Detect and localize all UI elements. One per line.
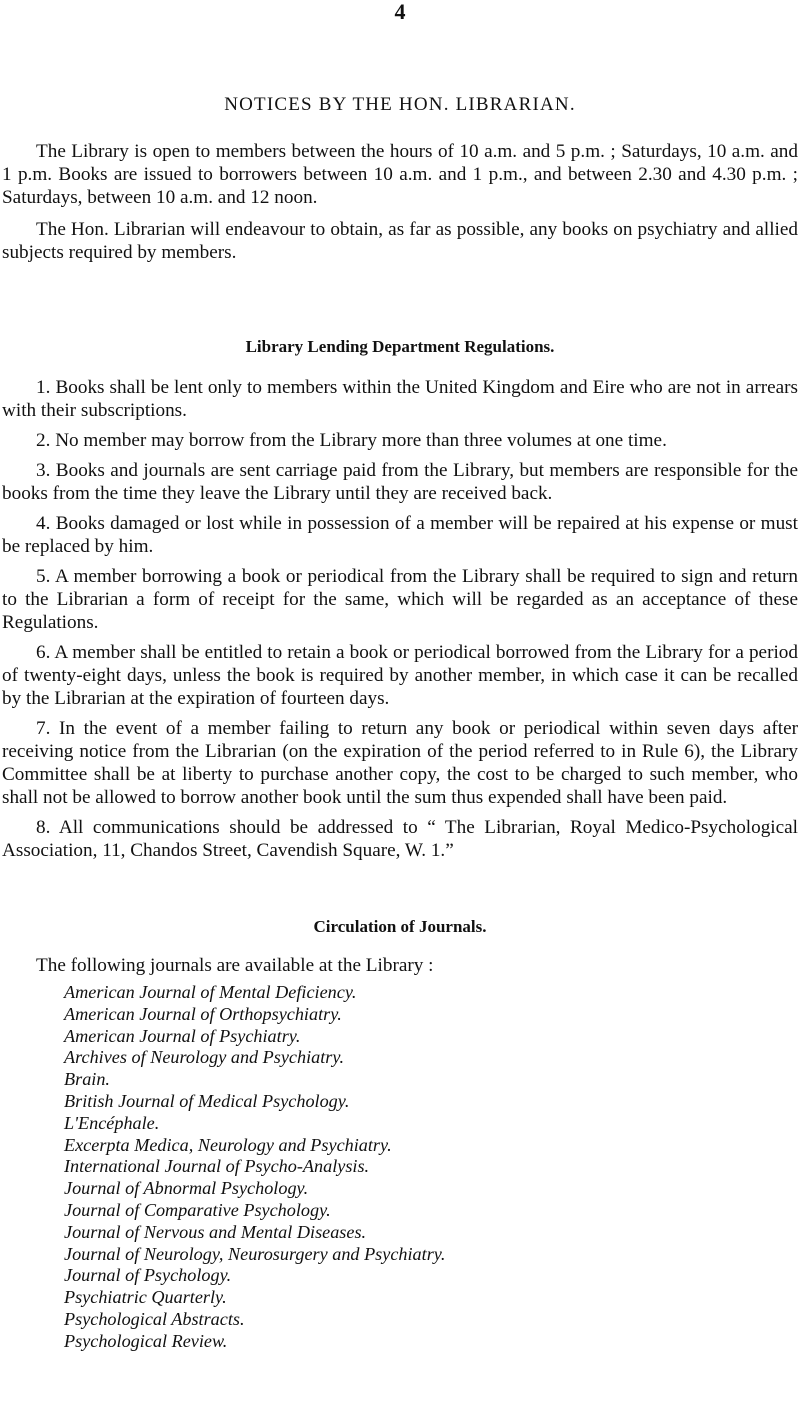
rule-3: 3. Books and journals are sent carriage paid from the Library, but members are responsible for the books from the time they leave the Library until they are received back. [2,460,798,504]
journal-item: Archives of Neurology and Psychiatry. [64,1047,344,1068]
page-number: 4 [394,0,406,24]
page-title: NOTICES BY THE HON. LIBRARIAN. [224,94,576,115]
rule-1: 1. Books shall be lent only to members within the United Kingdom and Eire who are not in arrears with their subscriptions. [2,377,798,421]
journal-list [2,982,798,1353]
intro-section [2,140,798,264]
journal-item: Journal of Neurology, Neurosurgery and Psychiatry. [64,1243,446,1264]
journal-item: Psychological Abstracts. [64,1308,245,1329]
book-requests-paragraph: The Hon. Librarian will endeavour to obtain, as far as possible, any books on psychiatry and allied subjects required by members. [2,219,798,263]
rule-2: 2. No member may borrow from the Library more than three volumes at one time. [36,430,667,451]
journal-item: American Journal of Orthopsychiatry. [64,1003,342,1024]
journal-item: American Journal of Psychiatry. [64,1025,301,1046]
journal-item: American Journal of Mental Deficiency. [64,982,357,1002]
journal-item: Journal of Comparative Psychology. [64,1199,331,1220]
journal-item: Brain. [64,1069,110,1090]
journal-item: Journal of Abnormal Psychology. [64,1178,309,1199]
journal-item: L'Encéphale. [64,1112,160,1133]
journal-item: Journal of Psychology. [64,1265,232,1286]
opening-hours-paragraph: The Library is open to members between the hours of 10 a.m. and 5 p.m. ; Saturdays, 10 a.m. and 1 p.m. Books are issued to borrowers between 10 a.m. and 1 p.m., and between 2.30 and 4.30 p.m. ; Saturdays, between 10 a.m. and 12 noon. [2,141,798,208]
rule-6: 6. A member shall be entitled to retain a book or periodical borrowed from the Library for a period of twenty-eight days, unless the book is required by another member, in which case it can be recalled by the Librarian at the expiration of fourteen days. [2,642,798,709]
journal-item: Excerpta Medica, Neurology and Psychiatry. [64,1134,392,1155]
lending-rules-list [2,376,798,862]
circulation-intro: The following journals are available at the Library : [36,955,434,976]
rule-4: 4. Books damaged or lost while in possession of a member will be repaired at his expense or must be replaced by him. [2,513,798,557]
journal-item: Psychiatric Quarterly. [64,1287,227,1308]
journal-item: British Journal of Medical Psychology. [64,1090,350,1111]
journal-item: Psychological Review. [64,1330,228,1351]
journal-item: International Journal of Psycho-Analysis. [64,1156,370,1177]
rule-8: 8. All communications should be addressed to “ The Librarian, Royal Medico-Psychological Association, 11, Chandos Street, Cavendish Square, W. 1.” [2,817,798,861]
journal-item: Journal of Nervous and Mental Diseases. [64,1221,367,1242]
circulation-heading: Circulation of Journals. [313,917,487,936]
lending-regulations-heading: Library Lending Department Regulations. [245,337,555,356]
rule-7: 7. In the event of a member failing to return any book or periodical within seven days after receiving notice from the Librarian (on the expiration of the period referred to in Rule 6), the Library Committee shall be at liberty to purchase another copy, the cost to be charged to such member, who shall not be allowed to borrow another book until the sum thus expended shall have been paid. [2,718,798,808]
rule-5: 5. A member borrowing a book or periodical from the Library shall be required to sign and return to the Librarian a form of receipt for the same, which will be regarded as an acceptance of these Regulations. [2,566,798,633]
